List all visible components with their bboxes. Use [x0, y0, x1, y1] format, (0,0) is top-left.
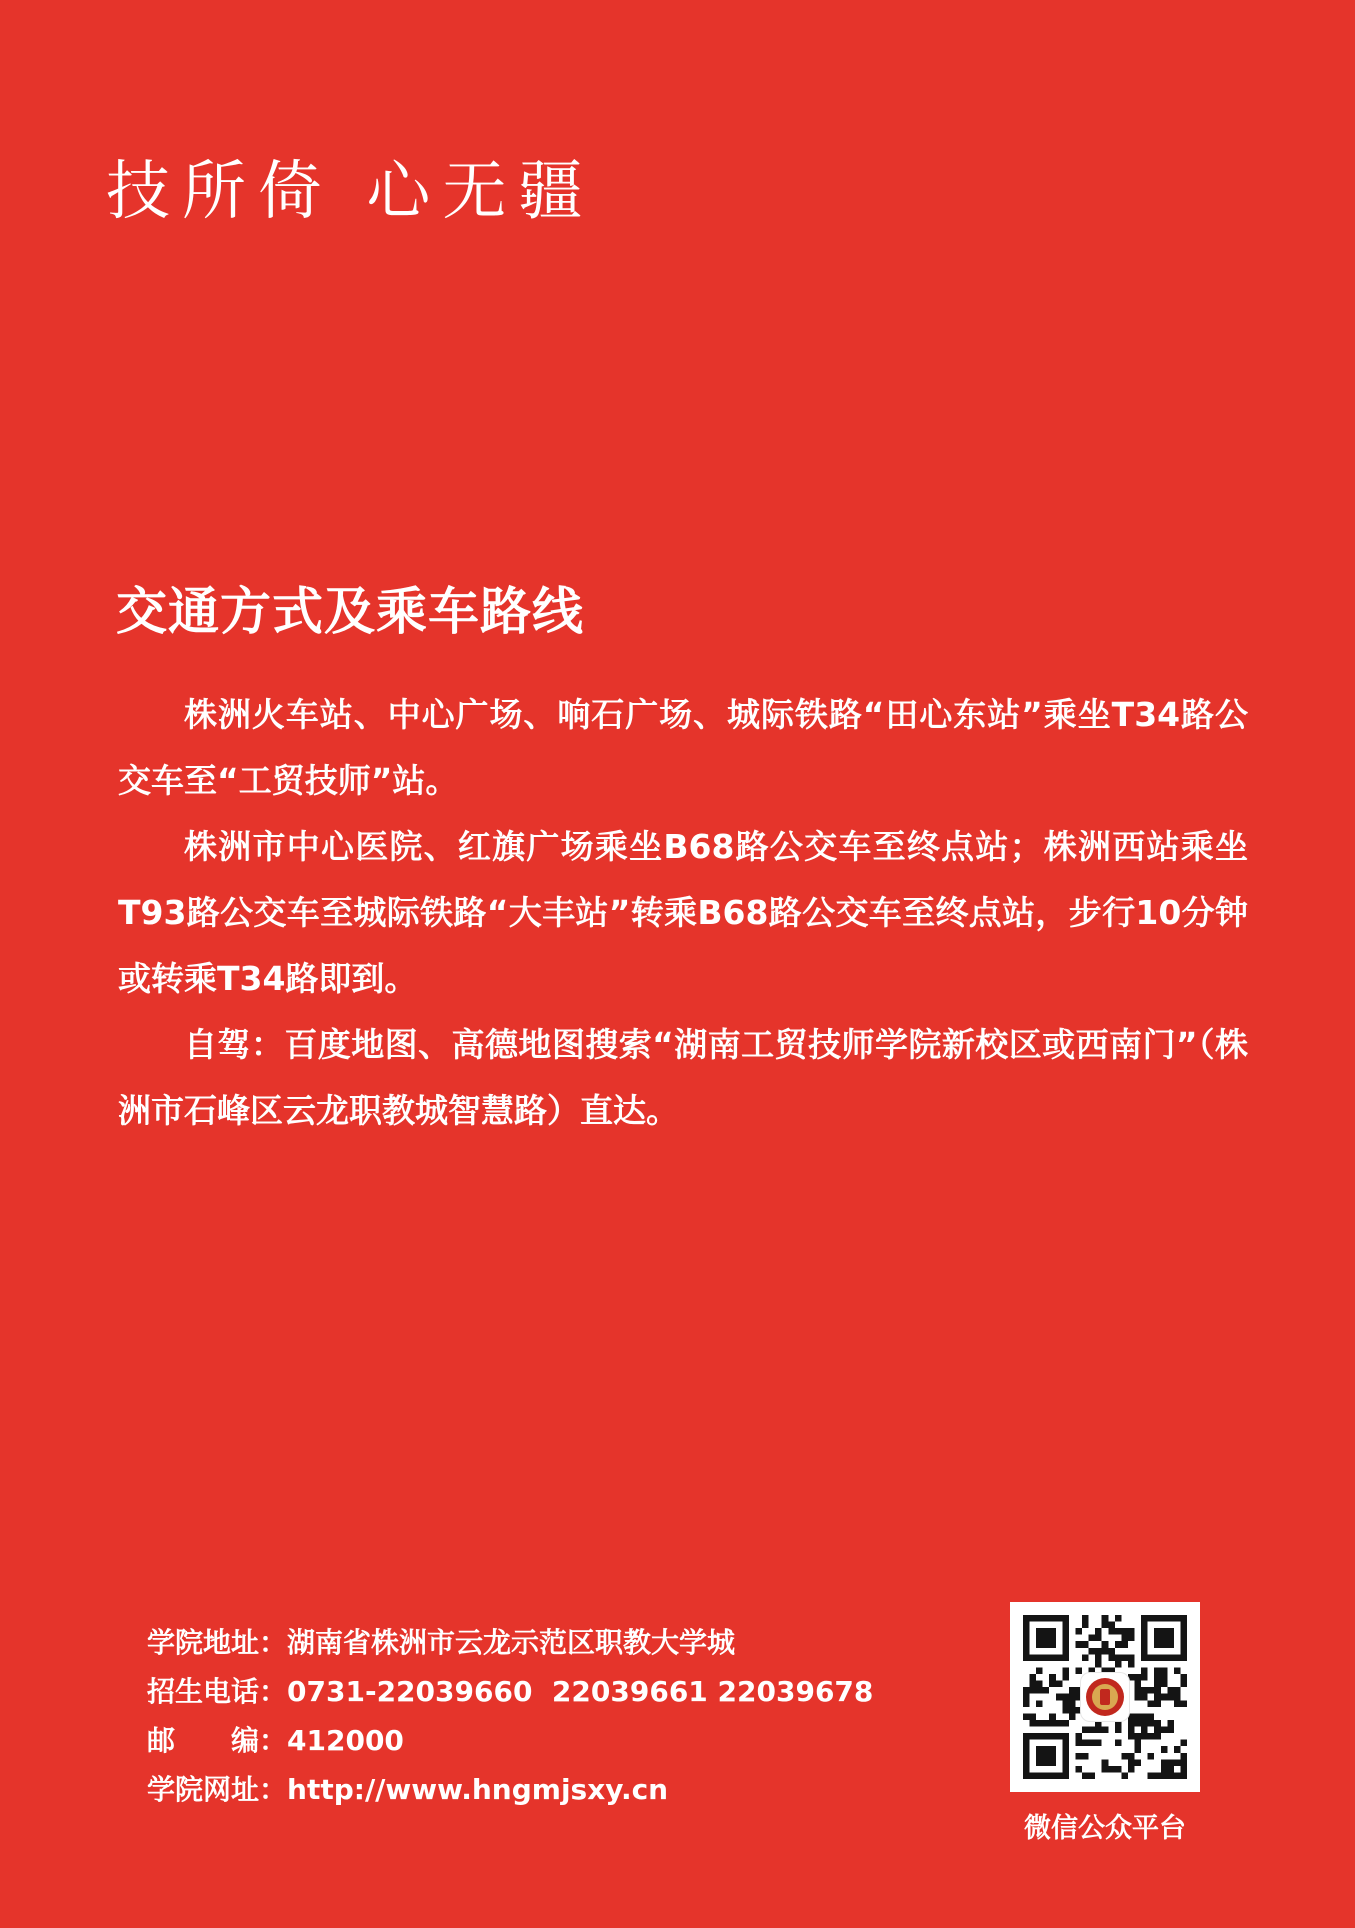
directions-text-block — [118, 682, 1248, 1144]
colon-separator: ： — [259, 1675, 288, 1708]
page-title: 交通方式及乘车路线 — [116, 583, 585, 643]
directions-paragraph-driving: 自驾：百度地图、高德地图搜索“湖南工贸技师学院新校区或西南门”（株洲市石峰区云龙职教城智慧路）直达。 — [118, 1025, 1248, 1130]
contact-info-block — [147, 1618, 873, 1814]
contact-label-phone: 招生电话 — [147, 1675, 260, 1708]
contact-line-address — [147, 1618, 873, 1667]
seal-mark — [1100, 1689, 1110, 1705]
seal-ring — [1086, 1678, 1124, 1716]
contact-label-postcode: 邮编 — [147, 1724, 259, 1757]
colon-separator: ： — [259, 1773, 288, 1806]
seal-core — [1092, 1684, 1118, 1710]
contact-value-website: http://www.hngmjsxy.cn — [287, 1773, 669, 1806]
contact-line-postcode — [147, 1716, 873, 1765]
contact-label-address: 学院地址 — [147, 1626, 260, 1659]
school-slogan-calligraphy: 技所倚 心无疆 — [106, 155, 595, 229]
contact-value-postcode: 412000 — [287, 1724, 404, 1757]
wechat-qr-code — [1010, 1602, 1200, 1792]
directions-paragraph-bus-b68: 株洲市中心医院、红旗广场乘坐B68路公交车至终点站；株洲西站乘坐T93路公交车至城际铁路“大丰站”转乘B68路公交车至终点站，步行10分钟或转乘T34路即到。 — [118, 827, 1248, 998]
contact-line-phone — [147, 1667, 873, 1716]
contact-label-website: 学院网址 — [147, 1773, 260, 1806]
wechat-qr-caption: 微信公众平台 — [1024, 1813, 1186, 1844]
contact-line-website — [147, 1765, 873, 1814]
directions-paragraph-bus-t34: 株洲火车站、中心广场、响石广场、城际铁路“田心东站”乘坐T34路公交车至“工贸技师”站。 — [118, 695, 1248, 800]
school-seal-logo — [1081, 1673, 1129, 1721]
colon-separator: ： — [259, 1724, 288, 1757]
contact-value-address: 湖南省株洲市云龙示范区职教大学城 — [287, 1626, 736, 1659]
colon-separator: ： — [259, 1626, 288, 1659]
contact-value-phone: 0731-22039660 22039661 22039678 — [287, 1675, 874, 1708]
